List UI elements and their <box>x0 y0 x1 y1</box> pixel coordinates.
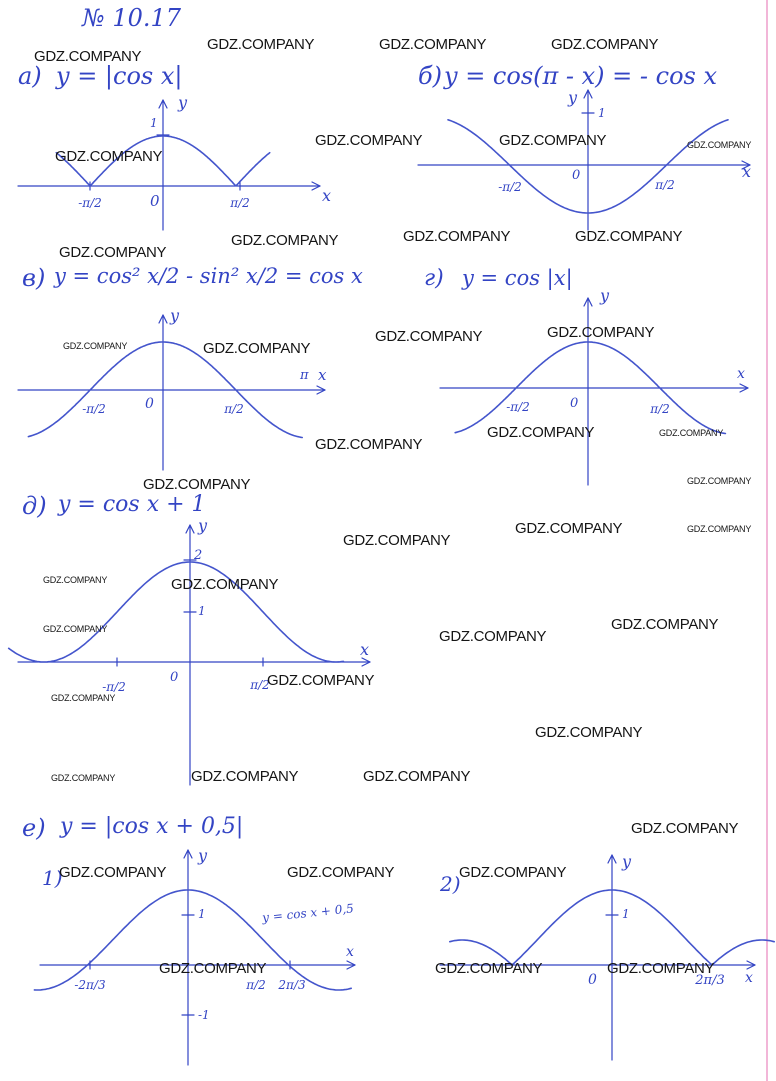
watermark: GDZ.COMPANY <box>379 36 487 53</box>
watermark: GDZ.COMPANY <box>191 768 299 785</box>
graph-a-tick-left: -π/2 <box>78 196 102 210</box>
graph-e2-origin: 0 <box>588 972 597 988</box>
part-e2-label: 2) <box>440 872 461 896</box>
graph-e1-axes <box>40 850 355 1065</box>
part-v-label: в) <box>22 264 46 292</box>
watermark: GDZ.COMPANY <box>159 960 267 977</box>
watermark: GDZ.COMPANY <box>203 340 311 357</box>
graph-a-origin: 0 <box>150 192 160 210</box>
watermark: GDZ.COMPANY <box>267 672 375 689</box>
watermark: GDZ.COMPANY <box>51 773 116 783</box>
graph-e1-y-label: y <box>198 846 208 865</box>
graph-b-axes <box>418 90 750 230</box>
watermark: GDZ.COMPANY <box>611 616 719 633</box>
graph-b-x-label: x <box>742 162 752 181</box>
problem-number: № 10.17 <box>82 4 182 32</box>
graph-e2-x-label: x <box>745 970 753 986</box>
part-g-label: г) <box>424 266 444 291</box>
graph-v-origin: 0 <box>145 396 154 412</box>
graph-b-tick-one: 1 <box>598 106 606 120</box>
part-e-label: е) <box>22 814 46 842</box>
watermark: GDZ.COMPANY <box>51 693 116 703</box>
graph-g-y-label: y <box>600 286 610 305</box>
graph-g-x-label: x <box>737 366 745 382</box>
graph-e1-x-label: x <box>346 944 354 960</box>
watermark: GDZ.COMPANY <box>55 148 163 165</box>
graph-v-tick-right: π/2 <box>224 402 244 416</box>
graph-e2-axes <box>440 855 755 1060</box>
graph-b-origin: 0 <box>572 168 581 183</box>
watermark: GDZ.COMPANY <box>499 132 607 149</box>
graph-g-origin: 0 <box>570 396 579 411</box>
graph-a-x-label: x <box>322 186 332 205</box>
graph-d-tick-one: 1 <box>198 604 206 618</box>
watermark: GDZ.COMPANY <box>439 628 547 645</box>
watermark: GDZ.COMPANY <box>43 624 108 634</box>
watermark: GDZ.COMPANY <box>435 960 543 977</box>
graph-a-y-label: y <box>178 93 188 112</box>
graph-b-tick-left: -π/2 <box>498 180 522 194</box>
watermark: GDZ.COMPANY <box>287 864 395 881</box>
part-a-label: а) <box>18 62 42 90</box>
watermark: GDZ.COMPANY <box>343 532 451 549</box>
graph-b-y-label: y <box>568 88 578 107</box>
part-v-formula: y = cos² x/2 - sin² x/2 = cos x <box>54 264 363 288</box>
graph-v-x-label: x <box>318 366 327 384</box>
part-e-formula: y = |cos x + 0,5| <box>60 814 244 839</box>
graph-a-tick-right: π/2 <box>230 196 250 210</box>
watermark: GDZ.COMPANY <box>34 48 142 65</box>
graph-e2-y-label: y <box>622 852 632 871</box>
watermark: GDZ.COMPANY <box>687 524 752 534</box>
graph-b-tick-right: π/2 <box>655 178 675 192</box>
graph-d-axes <box>18 525 370 785</box>
graph-e2-tick-one: 1 <box>622 907 630 921</box>
graph-e1-tick-one: 1 <box>198 907 206 921</box>
graph-g-tick-left: -π/2 <box>506 400 530 414</box>
part-a-formula: y = |cos x| <box>56 62 183 90</box>
watermark: GDZ.COMPANY <box>459 864 567 881</box>
graph-e1-curve-label: y = cos x + 0,5 <box>261 901 355 925</box>
graph-a-axes <box>18 100 320 230</box>
watermark: GDZ.COMPANY <box>315 436 423 453</box>
watermark: GDZ.COMPANY <box>547 324 655 341</box>
watermark: GDZ.COMPANY <box>487 424 595 441</box>
watermark: GDZ.COMPANY <box>315 132 423 149</box>
graph-v-axes <box>18 315 325 470</box>
graph-v-tick-left: -π/2 <box>82 402 106 416</box>
watermark: GDZ.COMPANY <box>535 724 643 741</box>
part-e1-label: 1) <box>42 866 63 890</box>
watermark: GDZ.COMPANY <box>59 864 167 881</box>
part-d-label: д) <box>22 492 47 520</box>
part-b-formula: y = cos(π - x) = - cos x <box>444 62 718 90</box>
part-d-formula: y = cos x + 1 <box>58 492 206 517</box>
watermark: GDZ.COMPANY <box>63 341 128 351</box>
watermark: GDZ.COMPANY <box>575 228 683 245</box>
graph-e1-tick-right: 2π/3 <box>278 978 306 992</box>
graph-e1-tick-minus-one: -1 <box>198 1008 210 1022</box>
watermark: GDZ.COMPANY <box>687 476 752 486</box>
watermark: GDZ.COMPANY <box>231 232 339 249</box>
watermark: GDZ.COMPANY <box>515 520 623 537</box>
graph-v-y-label: y <box>170 306 180 325</box>
watermark: GDZ.COMPANY <box>59 244 167 261</box>
part-g-formula: y = cos |x| <box>462 266 573 290</box>
graph-e1-tick-pi2: π/2 <box>246 978 266 992</box>
watermark: GDZ.COMPANY <box>551 36 659 53</box>
graph-e2-tick-right: 2π/3 <box>695 973 725 988</box>
graph-d-tick-left: -π/2 <box>102 680 126 694</box>
watermark: GDZ.COMPANY <box>631 820 739 837</box>
graph-d-tick-right: π/2 <box>250 678 270 692</box>
graph-d-x-label: x <box>360 640 370 659</box>
watermark: GDZ.COMPANY <box>171 576 279 593</box>
watermark: GDZ.COMPANY <box>43 575 108 585</box>
part-b-label: б) <box>418 62 443 90</box>
graph-d-y-label: y <box>198 516 208 535</box>
graph-d-tick-two: 2 <box>194 548 203 563</box>
graph-d-origin: 0 <box>170 670 179 685</box>
watermark: GDZ.COMPANY <box>207 36 315 53</box>
watermark: GDZ.COMPANY <box>143 476 251 493</box>
watermark: GDZ.COMPANY <box>687 140 752 150</box>
watermark: GDZ.COMPANY <box>403 228 511 245</box>
watermark: GDZ.COMPANY <box>363 768 471 785</box>
graph-g-tick-right: π/2 <box>650 402 670 416</box>
graph-v-pi-label: π <box>300 368 309 383</box>
watermark: GDZ.COMPANY <box>659 428 724 438</box>
watermark: GDZ.COMPANY <box>607 960 715 977</box>
watermark: GDZ.COMPANY <box>375 328 483 345</box>
graph-a-tick-one: 1 <box>150 116 158 130</box>
graph-e1-tick-left: -2π/3 <box>74 978 106 992</box>
